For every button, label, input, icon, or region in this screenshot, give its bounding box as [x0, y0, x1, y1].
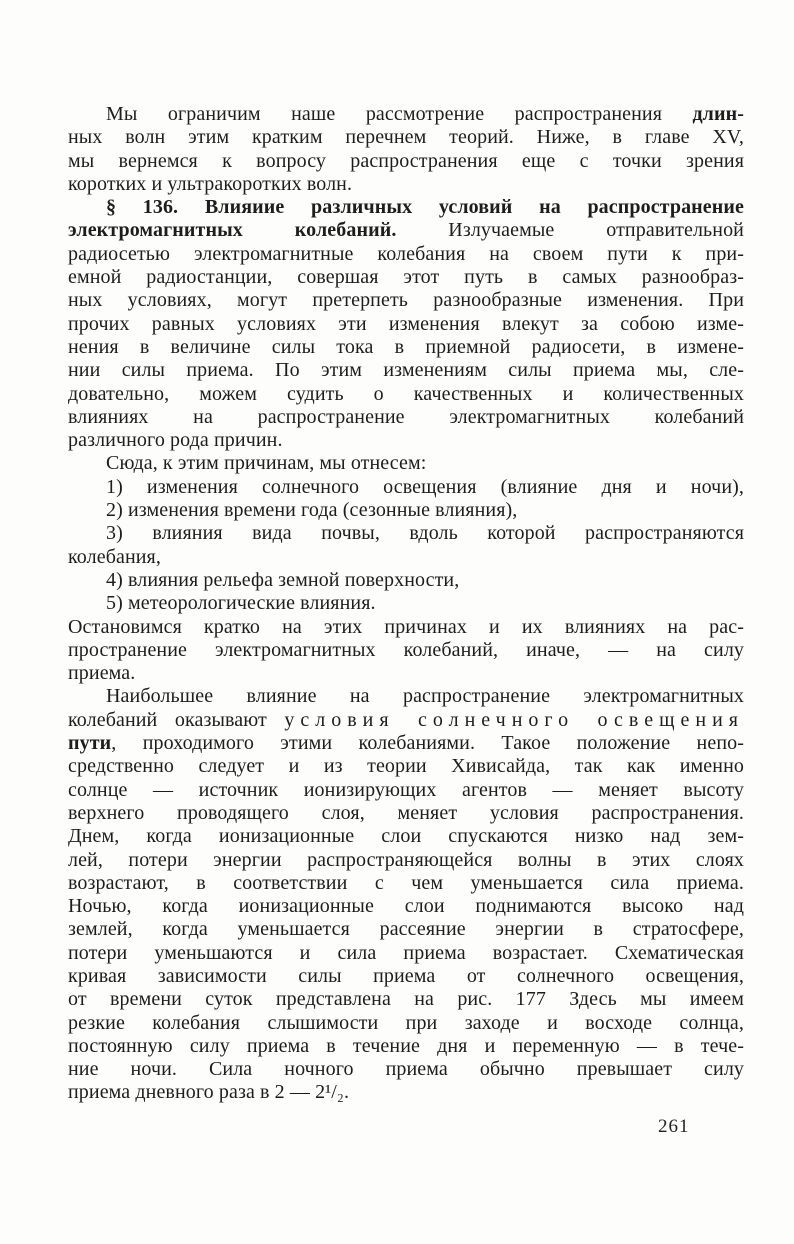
text-line [68, 173, 744, 196]
text-line [68, 406, 744, 429]
text-line [68, 965, 744, 988]
emphasized-text-run: § 136. Влияиие различных условий на распространение [106, 196, 744, 219]
emphasized-text-run: длин- [692, 103, 744, 125]
text-line [68, 243, 744, 266]
text-run: Излучаемые отправительной [396, 219, 744, 242]
text-line [68, 429, 744, 452]
text-line [68, 1012, 744, 1035]
text-run: лей, потери энергии распространяющейся волны в этих слоях [68, 848, 744, 871]
text-run: мы вернемся к вопросу распространения еще с точки зрения [68, 149, 744, 172]
text-line [68, 616, 744, 639]
text-run: различного рода причин. [68, 429, 283, 452]
text-line [68, 802, 744, 825]
text-run: солнце — источник ионизирующих агентов — меняет высоту [68, 778, 744, 801]
text-line [68, 103, 744, 126]
text-run: пространение электромагнитных колебаний, иначе, — на силу [68, 638, 744, 661]
text-line [68, 499, 744, 522]
text-line [68, 825, 744, 848]
text-run: Сюда, к этим причинам, мы отнесем: [106, 452, 427, 475]
text-line [68, 942, 744, 965]
text-line [68, 126, 744, 149]
text-line [68, 918, 744, 941]
text-line [68, 522, 744, 545]
text-run: ние ночи. Сила ночного приема обычно превышает силу [68, 1058, 744, 1081]
text-run: 3) влияния вида почвы, вдоль которой распространяются [106, 522, 744, 545]
text-line [68, 1058, 744, 1081]
text-line [68, 592, 744, 615]
text-run: прочих равных условиях эти изменения влекут за собою изме- [68, 312, 744, 335]
text-run: Ночью, когда ионизационные слои поднимаются высоко над [68, 895, 744, 918]
text-line [68, 709, 744, 732]
text-line [68, 1035, 744, 1058]
text-line [68, 266, 744, 289]
text-line [68, 639, 744, 662]
text-run: емной радиостанции, совершая этот путь в самых разнообраз- [68, 266, 744, 289]
text-line [68, 779, 744, 802]
text-run: землей, когда уменьшается рассеяние энергии в стратосфере, [68, 918, 744, 941]
page-text [68, 103, 744, 1105]
text-run: Мы ограничим наше рассмотрение распространения [106, 103, 693, 125]
text-line [68, 383, 744, 406]
emphasized-text-run: пути [68, 732, 112, 755]
letterspaced-text-run: условия солнечного освещения [284, 708, 744, 731]
text-run: колебаний оказывают [68, 708, 285, 731]
text-line [68, 732, 744, 755]
text-run: верхнего проводящего слоя, меняет условия распространения. [68, 801, 744, 824]
text-run: колебания, [68, 545, 161, 568]
text-run: коротких и ультракоротких волн. [68, 172, 353, 195]
text-run: довательно, можем судить о качественных и количественных [68, 382, 744, 405]
emphasized-text-run: электромагнитных колебаний. [68, 219, 397, 242]
text-line [68, 662, 744, 685]
text-run: Остановимся кратко на этих причинах и их влияниях на рас- [68, 615, 744, 638]
text-run: кривая зависимости силы приема от солнечного освещения, [68, 964, 744, 987]
text-run: , проходимого этими колебаниями. Такое положение непо- [111, 732, 744, 755]
text-line [68, 569, 744, 592]
text-run: 1) изменения солнечного освещения (влияние дня и ночи), [106, 475, 744, 498]
text-run: нения в величине силы тока в приемной радиосети, в измене- [68, 335, 744, 358]
text-run: 2) изменения времени года (сезонные влияния), [106, 499, 518, 522]
text-line [68, 219, 744, 242]
text-run: потери уменьшаются и сила приема возрастает. Схематическая [68, 941, 744, 964]
text-line [68, 755, 744, 778]
text-run: ных волн этим кратким перечнем теорий. Ниже, в главе XV, [68, 126, 744, 149]
text-run: от времени суток представлена на рис. 177 Здесь мы имеем [68, 988, 744, 1011]
text-run: влияниях на распространение электромагнитных колебаний [68, 405, 744, 428]
text-run: Наибольшее влияние на распространение электромагнитных [106, 685, 744, 708]
text-line [68, 546, 744, 569]
text-run: 4) влияния рельефа земной поверхности, [106, 568, 460, 591]
text-line [68, 289, 744, 312]
text-line [68, 196, 744, 219]
text-line [68, 988, 744, 1011]
text-line [68, 150, 744, 173]
text-run: приема дневного раза в 2 — 2¹/₂. [68, 1081, 350, 1104]
text-run: радиосетью электромагнитные колебания на своем пути к при- [68, 242, 744, 265]
text-line [68, 872, 744, 895]
text-run: 5) метеорологические влияния. [106, 592, 376, 615]
text-line [68, 685, 744, 708]
text-run: Днем, когда ионизационные слои спускаются низко над зем- [68, 825, 744, 848]
text-run: резкие колебания слышимости при заходе и восходе солнца, [68, 1011, 744, 1034]
text-line [68, 895, 744, 918]
text-run: приема. [68, 662, 136, 685]
text-run: средственно следует и из теории Хивисайда, так как именно [68, 755, 744, 778]
text-line [68, 476, 744, 499]
text-line [68, 452, 744, 475]
text-line [68, 313, 744, 336]
text-line [68, 1081, 744, 1104]
text-run: нии силы приема. По этим изменениям силы приема мы, сле- [68, 359, 744, 382]
page-number: 261 [658, 1116, 690, 1137]
text-line [68, 359, 744, 382]
text-line [68, 849, 744, 872]
text-run: возрастают, в соответствии с чем уменьшается сила приема. [68, 871, 744, 894]
text-run: постоянную силу приема в течение дня и переменную — в тече- [68, 1034, 744, 1057]
text-run: ных условиях, могут претерпеть разнообразные изменения. При [68, 289, 744, 312]
text-line [68, 336, 744, 359]
